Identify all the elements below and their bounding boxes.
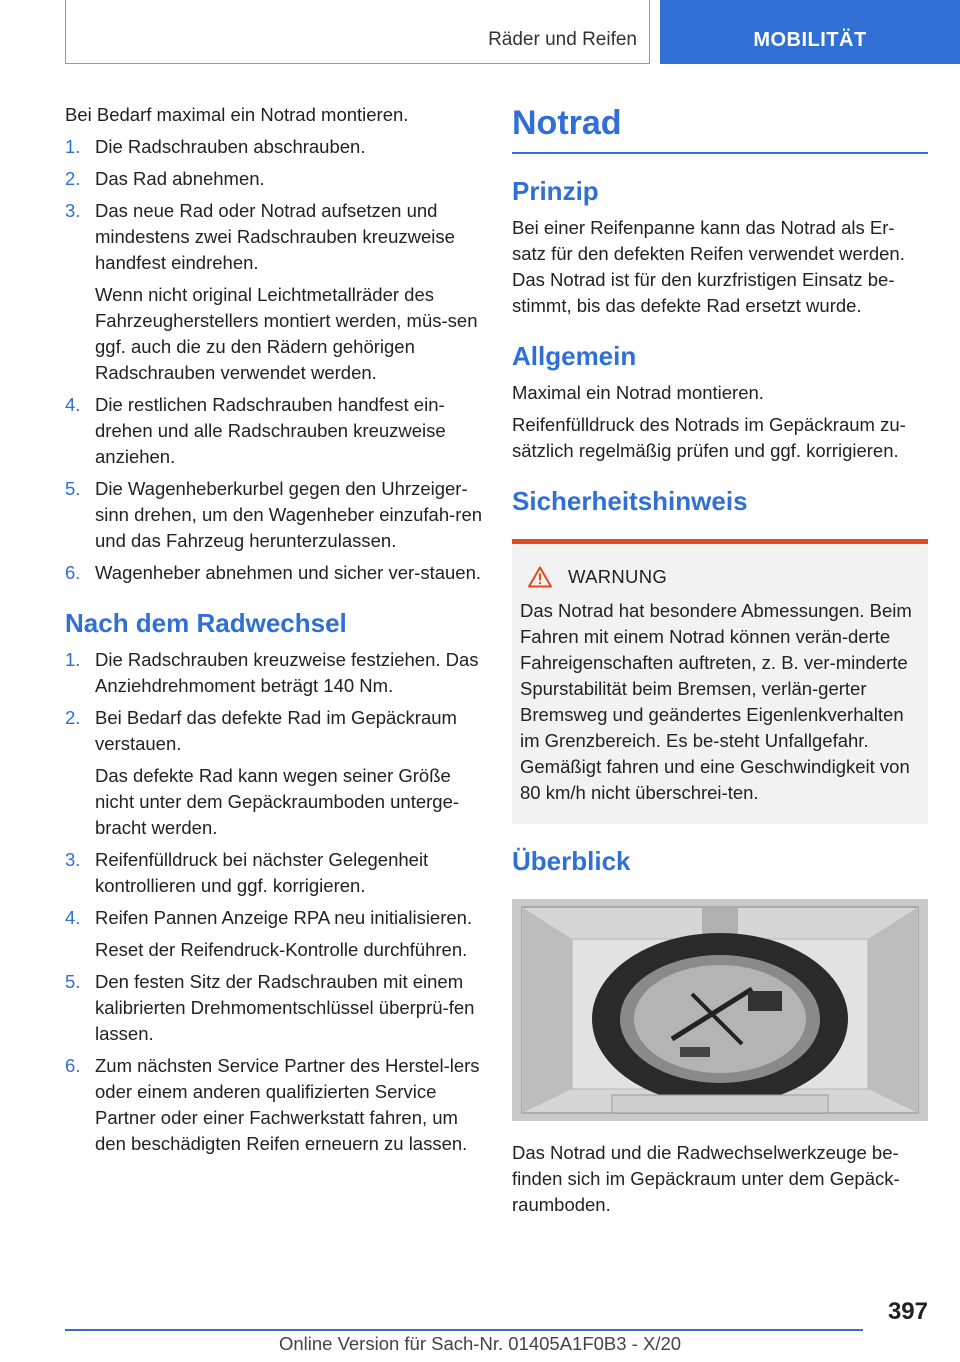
intro-text: Bei Bedarf maximal ein Notrad montieren. [65, 104, 409, 125]
ueberblick-heading: Überblick [512, 846, 631, 876]
step-text: Den festen Sitz der Radschrauben mit einem kalibrierten Drehmomentschlüssel überprü-fen lassen. [95, 971, 475, 1044]
sicherheit-heading: Sicherheitshinweis [512, 486, 748, 516]
footer-divider [65, 1329, 863, 1331]
list-item [65, 392, 483, 470]
step-number: 1. [65, 136, 81, 157]
step-number: 2. [65, 707, 81, 728]
photo-caption: Das Notrad und die Radwechselwerkzeuge be-finden sich im Gepäckraum unter dem Gepäck-raumboden. [512, 1142, 900, 1215]
header-section-title: Räder und Reifen [488, 29, 637, 50]
after-change-heading: Nach dem Radwechsel [65, 608, 347, 638]
page-number: 397 [887, 1298, 928, 1325]
allgemein-heading: Allgemein [512, 341, 637, 371]
step-text: Die Radschrauben abschrauben. [95, 136, 366, 157]
footer-online-version: Online Version für Sach-Nr. 01405A1F0B3 - X/20 [278, 1333, 682, 1354]
list-item [65, 476, 483, 554]
list-item [65, 134, 483, 160]
list-item [65, 647, 483, 699]
change-steps-list [65, 134, 483, 586]
warning-title: WARNUNG [568, 566, 668, 587]
header-chapter-tab[interactable] [660, 0, 960, 64]
list-item [65, 560, 483, 586]
list-item [65, 1053, 483, 1157]
list-item [65, 905, 483, 963]
warning-text: Das Notrad hat besondere Abmessungen. Beim Fahren mit einem Notrad können verän-derte Fahreigenschaften auftreten, z. B. ver-minderte Spurstabilität beim Bremsen, verlän-gerter Bremsweg und geändertes Eigenlenkverhalten im Grenzbereich. Es be-steht Unfallgefahr. Gemäßigt fahren und eine Geschwindigkeit von 80 km/h nicht überschrei-ten. [520, 600, 912, 803]
list-item [65, 198, 483, 386]
warning-triangle-icon [528, 566, 552, 588]
step-number: 6. [65, 562, 81, 583]
step-text: Wagenheber abnehmen und sicher ver-stauen. [95, 562, 481, 583]
step-number: 3. [65, 849, 81, 870]
chapter-title: Notrad [512, 102, 928, 154]
list-item [65, 166, 483, 192]
step-note: Reset der Reifendruck-Kontrolle durchführen. [95, 939, 468, 960]
step-number: 5. [65, 971, 81, 992]
warning-box [512, 539, 928, 824]
left-column [65, 102, 483, 1163]
step-text: Zum nächsten Service Partner des Herstel-lers oder einem anderen qualifizierten Service Partner oder einer Fachwerkstatt fahren, um den beschädigten Reifen erneuern zu lassen. [95, 1055, 480, 1154]
step-text: Die restlichen Radschrauben handfest ein-drehen und alle Radschrauben kreuzweise anziehen. [95, 394, 446, 467]
spare-wheel-photo [512, 899, 928, 1121]
allgemein-text-1: Maximal ein Notrad montieren. [512, 382, 764, 403]
step-number: 3. [65, 200, 81, 221]
step-number: 5. [65, 478, 81, 499]
right-column [512, 102, 928, 1218]
step-text: Reifen Pannen Anzeige RPA neu initialisieren. [95, 907, 473, 928]
step-text: Reifenfülldruck bei nächster Gelegenheit kontrollieren und ggf. korrigieren. [95, 849, 429, 896]
list-item [65, 969, 483, 1047]
step-text: Die Wagenheberkurbel gegen den Uhrzeiger-sinn drehen, um den Wagenheber einzufah-ren und das Fahrzeug herunterzulassen. [95, 478, 483, 551]
warning-header [520, 566, 920, 588]
after-change-steps-list [65, 647, 483, 1157]
step-text: Das Rad abnehmen. [95, 168, 265, 189]
step-number: 4. [65, 907, 81, 928]
step-note: Wenn nicht original Leichtmetallräder des Fahrzeugherstellers montiert werden, müs-sen ggf. auch die zu den Rädern gehörigen Radschrauben verwendet werden. [95, 284, 478, 383]
step-text: Bei Bedarf das defekte Rad im Gepäckraum verstauen. [95, 707, 457, 754]
prinzip-heading: Prinzip [512, 176, 599, 206]
step-number: 6. [65, 1055, 81, 1076]
prinzip-text: Bei einer Reifenpanne kann das Notrad als Er-satz für den defekten Reifen verwendet werden. Das Notrad ist für den kurzfristigen Einsatz be-stimmt, bis das defekte Rad ersetzt wurde. [512, 217, 905, 316]
step-number: 1. [65, 649, 81, 670]
step-text: Die Radschrauben kreuzweise festziehen. Das Anziehdrehmoment beträgt 140 Nm. [95, 649, 479, 696]
step-text: Das neue Rad oder Notrad aufsetzen und mindestens zwei Radschrauben kreuzweise handfest eindrehen. [95, 200, 455, 273]
allgemein-text-2: Reifenfülldruck des Notrads im Gepäckraum zu-sätzlich regelmäßig prüfen und ggf. korrigieren. [512, 414, 906, 461]
list-item [65, 705, 483, 841]
step-number: 4. [65, 394, 81, 415]
step-note: Das defekte Rad kann wegen seiner Größe nicht unter dem Gepäckraumboden unterge-bracht werden. [95, 765, 460, 838]
step-number: 2. [65, 168, 81, 189]
list-item [65, 847, 483, 899]
header-section-box [65, 0, 650, 64]
header-chapter-label: MOBILITÄT [753, 29, 867, 51]
